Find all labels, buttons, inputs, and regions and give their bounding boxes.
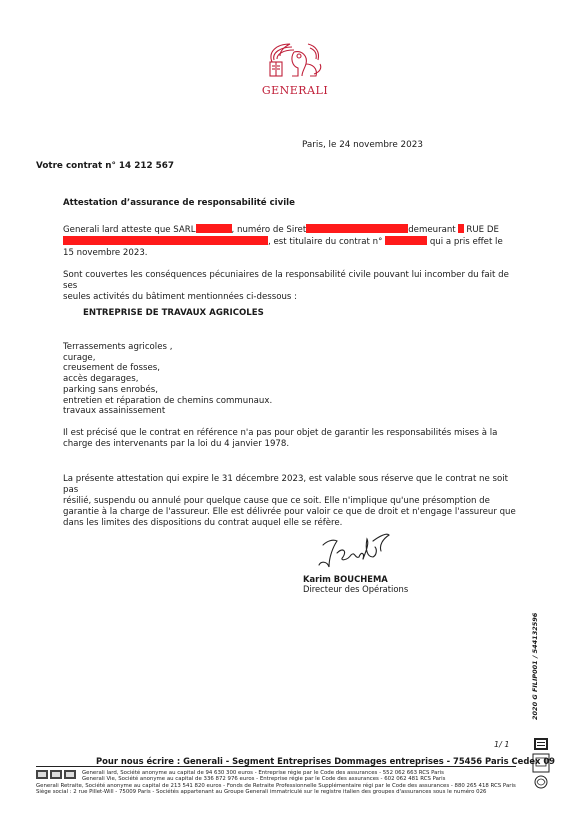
generali-logo (250, 38, 340, 98)
list-item: Terrassements agricoles , (63, 342, 173, 352)
letter-date: Paris, le 24 novembre 2023 (302, 140, 423, 150)
list-item: creusement de fosses, (63, 363, 160, 374)
footer-legal-text (36, 770, 516, 795)
legal-line: Siège social : 2 rue Pillet-Will - 75009 Paris - Sociétés appartenant au Groupe Generali immatriculé sur le registre italien des groupes d'assurances sous le numéro 026 (36, 788, 487, 795)
coverage-paragraph: Sont couvertes les conséquences pécuniaires de la responsabilité civile pouvant lui incomber du fait de ses seules activités du bâtiment mentionnées ci-dessous : (63, 270, 509, 302)
legal-line: Generali Vie, Société anonyme au capital de 336 872 976 euros - Entreprise régie par le Code des assurances - 602 062 481 RCS Paris (82, 776, 446, 783)
letter-subject: Attestation d’assurance de responsabilité civile (63, 198, 295, 208)
attestation-paragraph (63, 224, 523, 259)
redaction-bar (196, 224, 232, 233)
redaction-bar (385, 236, 427, 245)
activity-heading: ENTREPRISE DE TRAVAUX AGRICOLES (83, 308, 264, 318)
generali-wordmark: GENERALI (261, 84, 329, 97)
signer-title: Directeur des Opérations (303, 584, 409, 594)
vertical-reference: 2020 G FILIP001 / 544132596 (531, 612, 539, 720)
redaction-bar (63, 236, 268, 245)
signer-name: Karim BOUCHEMA (303, 574, 388, 584)
contract-number: Votre contrat n° 14 212 567 (36, 161, 175, 171)
list-item: parking sans enrobés, (63, 384, 158, 395)
paragraph-line: 15 novembre 2023. (63, 248, 148, 258)
footer-divider (36, 766, 516, 767)
redaction-bar (306, 224, 408, 233)
paragraph-line: Generali lard atteste que SARL , numéro de Siret demeurant RUE DE (63, 225, 499, 235)
winged-lion-icon (250, 38, 340, 84)
signer-block (303, 574, 408, 594)
legal-line: Generali lard, Société anonyme au capital de 94 630 300 euros - Entreprise régie par le Code des assurances - 552 062 663 RCS Paris (82, 770, 444, 776)
exclusion-paragraph: Il est précisé que le contrat en référence n'a pas pour objet de garantir les responsabilités mises à la charge des intervenants par la loi du 4 janvier 1978. (63, 428, 498, 449)
list-item: accès degarages, (63, 374, 139, 385)
page-count: 1/ 1 (494, 740, 510, 749)
list-item: travaux assainissement (63, 406, 166, 417)
list-item: entretien et réparation de chemins communaux. (63, 395, 273, 406)
validity-paragraph: La présente attestation qui expire le 31 décembre 2023, est valable sous réserve que le contrat ne soit pas résilié, suspendu ou annulé pour quelque cause que ce soit. Elle n'implique qu'une présomption de garantie à la charge de l'assureur. Elle est délivrée pour valoir ce que de droit et n'engage l'assureur que dans les limites des dispositions du contrat auquel elle se réfère. (63, 474, 516, 528)
list-item: curage, (63, 352, 96, 363)
paragraph-line: , est titulaire du contrat n° qui a pris effet le (63, 236, 523, 248)
activities-list (63, 342, 272, 417)
legal-line: Generali Retraite, Société anonyme au capital de 213 541 820 euros - Fonds de Retraite Professionnelle Supplémentaire régi par le Code des assurances - 880 265 418 RCS Paris (36, 782, 516, 789)
footer-address: Pour nous écrire : Generali - Segment Entreprises Dommages entreprises - 75456 Paris Cedex 09 (96, 756, 555, 766)
